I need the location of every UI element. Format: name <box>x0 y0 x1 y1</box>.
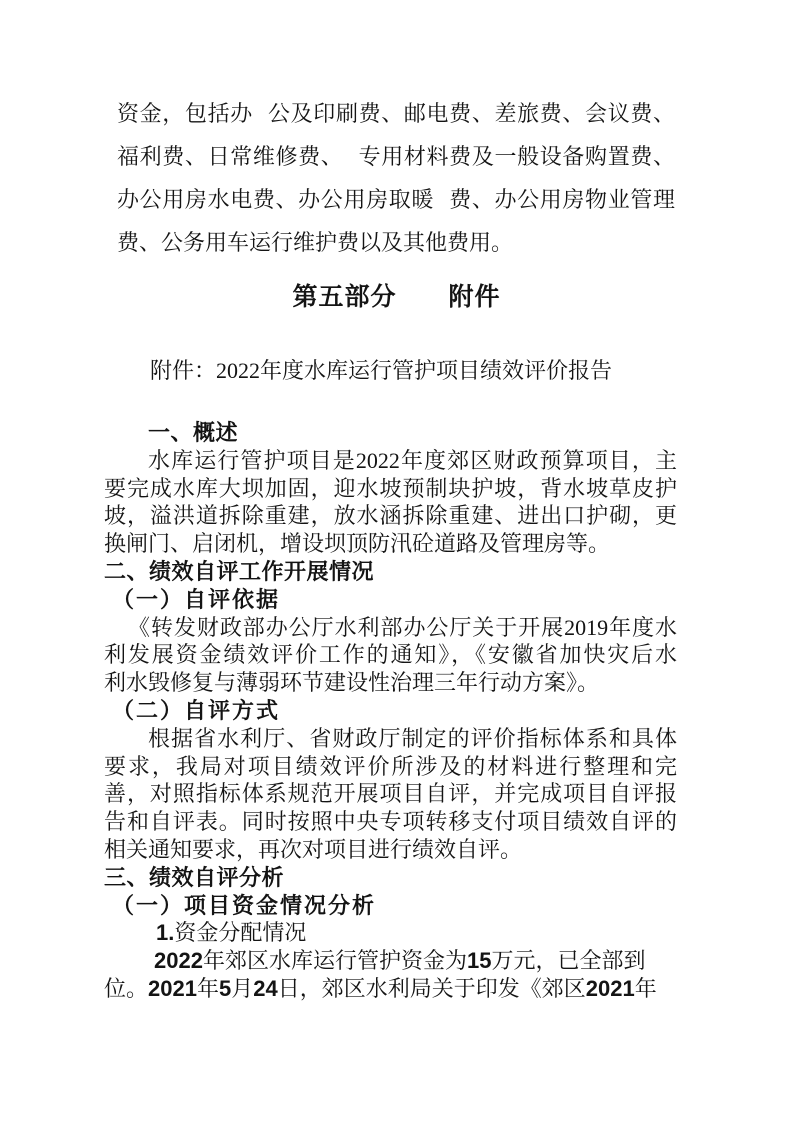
text-line: 要求，我局对项目绩效评价所涉及的材料进行整理和完 <box>104 753 677 779</box>
text-line: 利水毁修复与薄弱环节建设性治理三年行动方案》。 <box>104 670 600 696</box>
body-text: 资金分配情况 <box>174 920 307 946</box>
text-line: 要完成水库大坝加固，迎水坡预制块护坡，背水坡草皮护 <box>104 475 677 501</box>
text-line: 根据省水利厅、省财政厅制定的评价指标体系和具体 <box>148 725 677 751</box>
section-3-1-heading: （一）项目资金情况分析 <box>112 892 377 918</box>
numeric-text: 2022 <box>154 948 203 974</box>
text-line: 《转发财政部办公厅水利部办公厅关于开展2019年度水 <box>128 614 677 640</box>
section-1-paragraph <box>104 447 677 558</box>
text-line <box>104 919 677 947</box>
text-line: 办公用房水电费、办公用房取暖 费、办公用房物业管理 <box>117 187 675 212</box>
body-text: 年 <box>634 975 657 1001</box>
text-line <box>104 975 677 1003</box>
body-text: 年郊区水库运行管护资金为 <box>202 948 467 974</box>
text-line: 利发展资金绩效评价工作的通知》，《安徽省加快灾后水 <box>104 642 677 668</box>
text-line: 水库运行管护项目是2022年度郊区财政预算项目，主 <box>148 447 677 473</box>
section-2-2-paragraph <box>104 725 677 864</box>
numeric-text: 24 <box>253 975 278 1001</box>
text-line: 相关通知要求，再次对项目进行绩效自评。 <box>104 836 523 862</box>
body-text: 月 <box>231 975 254 1001</box>
section-3-heading: 三、绩效自评分析 <box>104 864 285 890</box>
text-line: 福利费、日常维修费、 专用材料费及一般设备购置费、 <box>117 144 675 169</box>
funds-item-heading <box>104 919 677 947</box>
body-text: 年 <box>196 975 219 1001</box>
numeric-text: 2021 <box>585 975 635 1001</box>
numeric-text: 2021 <box>148 975 197 1001</box>
section-2-2-heading: （二）自评方式 <box>112 697 281 723</box>
text-line <box>104 947 677 975</box>
body-text: 位。 <box>104 975 149 1001</box>
section-1-heading: 一、概述 <box>148 420 239 445</box>
numeric-text: 15 <box>466 948 492 974</box>
attachment-title: 附件：2022年度水库运行管护项目绩效评价报告 <box>150 358 613 383</box>
numeric-text: 1. <box>156 920 175 946</box>
body-text: 日，郊区水利局关于印发《郊区 <box>277 975 586 1001</box>
text-line: 资金，包括办 公及印刷费、邮电费、差旅费、会议费、 <box>117 101 675 126</box>
text-line: 费、公务用车运行维护费以及其他费用。 <box>117 230 514 255</box>
section-2-1-paragraph <box>104 614 677 697</box>
body-text: 万元，已全部到 <box>491 948 646 974</box>
report-body <box>104 419 677 1003</box>
text-line: 坡，溢洪道拆除重建，放水涵拆除重建、进出口护砌，更 <box>104 503 677 529</box>
section-2-heading: 二、绩效自评工作开展情况 <box>104 558 375 584</box>
text-line: 换闸门、启闭机，增设坝顶防汛砼道路及管理房等。 <box>104 531 611 557</box>
text-line: 告和自评表。同时按照中央专项转移支付项目绩效自评的 <box>104 809 677 835</box>
numeric-text: 5 <box>218 975 232 1001</box>
text-line: 善，对照指标体系规范开展项目自评，并完成项目自评报 <box>104 781 677 807</box>
funds-paragraph <box>104 947 677 1003</box>
section-2-1-heading: （一）自评依据 <box>112 586 281 612</box>
intro-paragraph <box>117 92 675 264</box>
part-title: 第五部分 附件 <box>292 283 501 311</box>
